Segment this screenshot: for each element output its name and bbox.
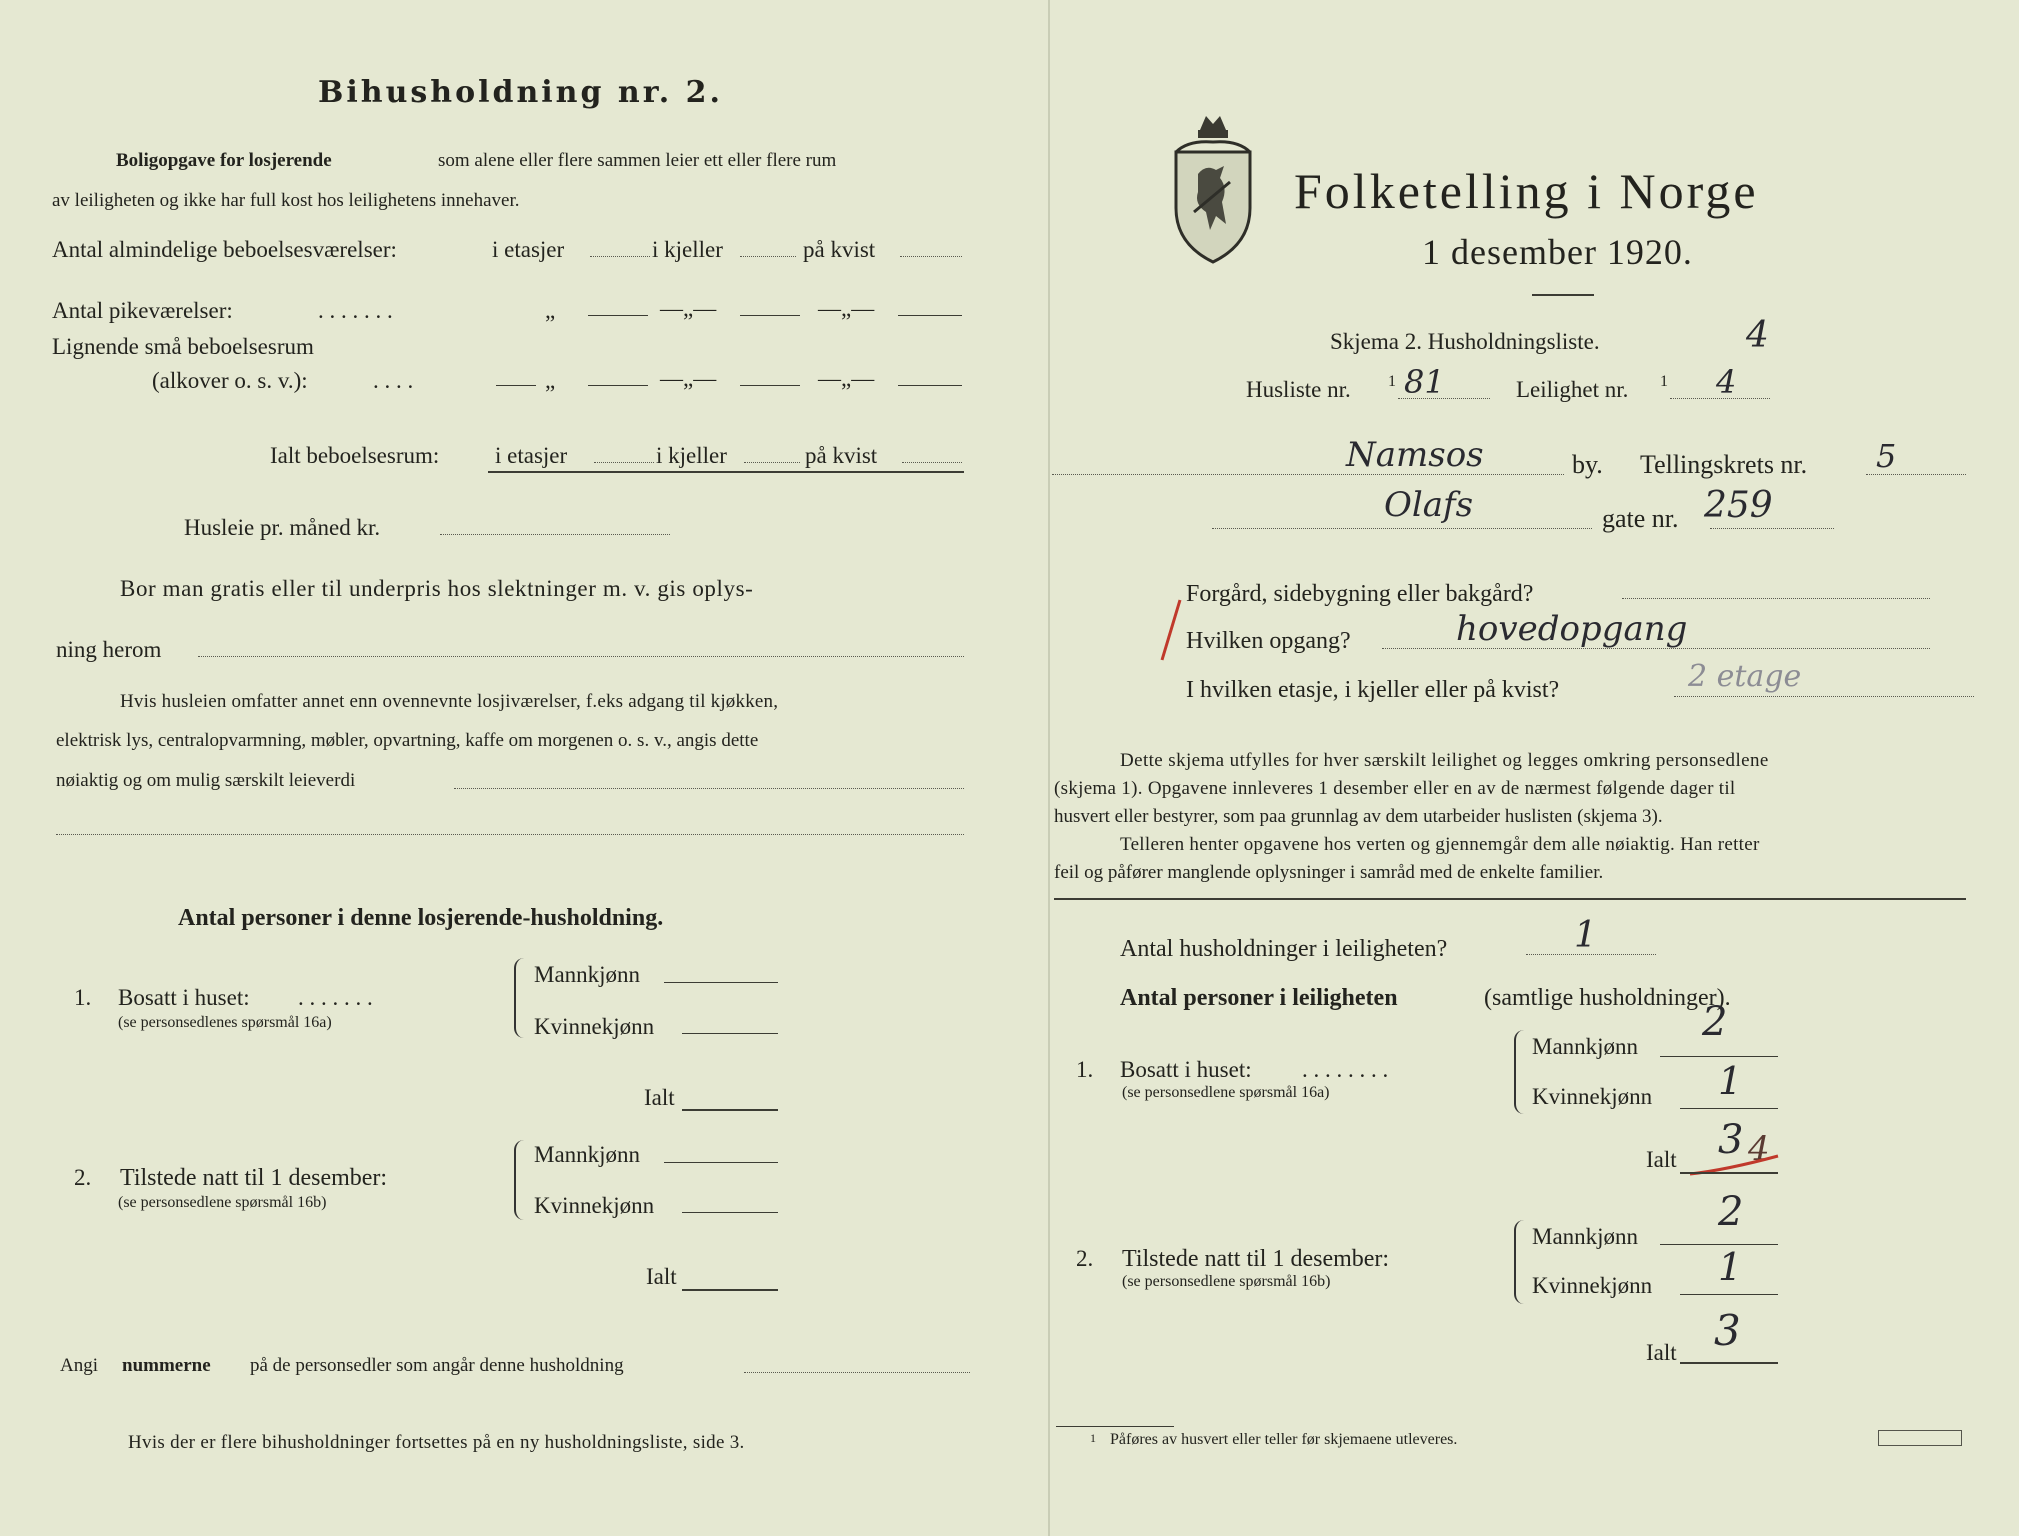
street-line (1212, 528, 1592, 529)
husliste-sup: 1 (1388, 373, 1396, 390)
red-strike-mark-icon (1686, 1150, 1782, 1180)
right-q1-dots: . . . . . . . . (1302, 1057, 1389, 1082)
gratis-line (198, 656, 964, 657)
left-q1-dots: . . . . . . . (298, 985, 373, 1010)
left-q1-sub: (se personsedlenes spørsmål 16a) (118, 1014, 332, 1031)
krets-line (1866, 474, 1966, 475)
intro-bold: Boligopgave for losjerende (116, 150, 332, 171)
krets-hw: 5 (1876, 437, 1897, 475)
instr-4: Telleren henter opgavene hos verten og gjennemgår dem alle nøiaktig. Han retter (1120, 834, 1760, 855)
husliste-label: Husliste nr. (1246, 377, 1351, 402)
rooms-kvist-line (900, 256, 962, 257)
left-q2-mann-line (664, 1162, 778, 1163)
left-title: Bihusholdning nr. 2. (318, 75, 723, 110)
pike-ditto: „ (545, 298, 556, 323)
printer-stamp (1878, 1430, 1962, 1446)
right-q1-mann: Mannkjønn (1532, 1034, 1639, 1059)
rent-line (440, 534, 670, 535)
small-rooms-ditto-3: —„— (818, 366, 875, 391)
right-q2-ialt: Ialt (1646, 1340, 1677, 1365)
small-rooms-line-0 (496, 385, 536, 386)
if-rent-2: elektrisk lys, centralopvarmning, møbler, opvartning, kaffe om morgenen o. s. v., angis dette (56, 730, 759, 751)
left-q1-num: 1. (74, 985, 92, 1010)
total-rooms-underline (488, 471, 964, 473)
total-kvist-line (902, 462, 962, 463)
right-q2-mann: Mannkjønn (1532, 1224, 1639, 1249)
angi-bold: nummerne (122, 1355, 211, 1376)
norwegian-coat-of-arms-icon (1168, 112, 1258, 268)
right-q1-kvinne-line (1680, 1108, 1778, 1109)
husliste-hw: 81 (1404, 363, 1445, 401)
small-rooms-line-1 (588, 385, 648, 386)
etasje-q: I hvilken etasje, i kjeller eller på kvist? (1186, 677, 1560, 703)
if-rent-3: nøiaktig og om mulig særskilt leieverdi (56, 770, 356, 791)
town-hw: Namsos (1346, 435, 1484, 475)
red-check-mark-icon (1156, 596, 1186, 666)
total-kjeller-line (744, 462, 800, 463)
intro-rest: som alene eller flere sammen leier ett eller flere rum (438, 150, 837, 171)
footnote-rule (1056, 1426, 1174, 1427)
left-q1-kvinne-line (682, 1033, 778, 1034)
gate-line (1710, 528, 1834, 529)
right-q1-ialt-hw: 3 (1718, 1117, 1744, 1163)
hush-line (1526, 954, 1656, 955)
krets-label: Tellingskrets nr. (1640, 450, 1808, 479)
rent-label: Husleie pr. måned kr. (184, 515, 381, 540)
right-q1-sub: (se personsedlene spørsmål 16a) (1122, 1084, 1330, 1101)
left-q1-ialt-line (682, 1109, 778, 1111)
footnote-num: 1 (1090, 1431, 1096, 1445)
left-q1-label: Bosatt i huset: (118, 985, 250, 1010)
pike-label: Antal pikeværelser: (52, 298, 233, 323)
gratis-line-1: Bor man gratis eller til underpris hos slektninger m. v. gis oplys- (120, 576, 754, 601)
left-q2-mann: Mannkjønn (534, 1142, 641, 1167)
left-q2-label: Tilstede natt til 1 desember: (120, 1165, 388, 1191)
right-q2-kvinne-hw: 1 (1718, 1245, 1743, 1289)
right-q1-num: 1. (1076, 1057, 1094, 1082)
right-q2-sub: (se personsedlene spørsmål 16b) (1122, 1273, 1331, 1290)
opgang-q: Hvilken opgang? (1186, 628, 1351, 654)
right-q2-ialt-hw: 3 (1714, 1306, 1741, 1355)
pike-ditto-2: —„— (660, 296, 717, 321)
schema-hw: 4 (1746, 315, 1769, 356)
right-title: Folketelling i Norge (1294, 163, 1759, 219)
left-footer: Hvis der er flere bihusholdninger fortsettes på en ny husholdningsliste, side 3. (128, 1432, 745, 1453)
instr-rule (1054, 898, 1966, 900)
if-rent-1: Hvis husleien omfatter annet enn ovennevnte losjiværelser, f.eks adgang til kjøkken, (120, 691, 779, 712)
by-label: by. (1572, 450, 1603, 479)
left-q2-kvinne: Kvinnekjønn (534, 1193, 655, 1218)
gate-hw: 259 (1704, 485, 1773, 526)
leilighet-label: Leilighet nr. (1516, 377, 1629, 402)
right-q1-label: Bosatt i huset: (1120, 1057, 1252, 1082)
date-rule (1532, 294, 1594, 296)
gratis-line-2: ning herom (56, 637, 162, 662)
if-rent-line-2 (56, 834, 964, 835)
schema-label: Skjema 2. Husholdningsliste. (1330, 329, 1600, 354)
left-q1-kvinne: Kvinnekjønn (534, 1014, 655, 1039)
small-rooms-line-2 (740, 385, 800, 386)
small-rooms-ditto-2: —„— (660, 366, 717, 391)
total-kvist: på kvist (805, 443, 878, 468)
total-etasjer-line (594, 462, 654, 463)
pike-line-1 (588, 315, 648, 316)
right-q1-kvinne-hw: 1 (1718, 1059, 1743, 1103)
small-rooms-ditto: „ (545, 368, 556, 393)
left-q2-ialt-line (682, 1289, 778, 1291)
left-q2-sub: (se personsedlene spørsmål 16b) (118, 1194, 327, 1211)
left-q1-ialt: Ialt (644, 1085, 675, 1110)
rooms-label: Antal almindelige beboelsesværelser: (52, 237, 397, 262)
pike-line-2 (740, 315, 800, 316)
instr-2: (skjema 1). Opgavene innleveres 1 desember eller en av de nærmest følgende dager til (1054, 778, 1736, 799)
left-q2-kvinne-line (682, 1212, 778, 1213)
leilighet-sup: 1 (1660, 373, 1668, 390)
forgard-line (1622, 598, 1930, 599)
small-rooms-1: Lignende små beboelsesrum (52, 334, 314, 359)
left-q2-ialt: Ialt (646, 1264, 677, 1289)
right-q1-ialt-line (1680, 1172, 1778, 1174)
if-rent-line (454, 788, 964, 789)
opgang-hw: hovedopgang (1456, 609, 1688, 649)
leilighet-line (1670, 398, 1770, 399)
etasje-line (1674, 696, 1974, 697)
right-persons-rest: (samtlige husholdninger). (1484, 985, 1731, 1011)
instr-1: Dette skjema utfylles for hver særskilt leilighet og legges omkring personsedlene (1120, 750, 1769, 771)
left-q2-num: 2. (74, 1165, 92, 1190)
right-persons-bold: Antal personer i leiligheten (1120, 985, 1398, 1011)
right-q2-kvinne: Kvinnekjønn (1532, 1273, 1653, 1298)
husliste-line (1398, 398, 1490, 399)
small-rooms-line-3 (898, 385, 962, 386)
angi-line (744, 1372, 970, 1373)
right-q1-mann-line (1660, 1056, 1778, 1057)
forgard-q: Forgård, sidebygning eller bakgård? (1186, 581, 1534, 607)
small-rooms-dots: . . . . (373, 368, 414, 393)
instr-5: feil og påfører manglende oplysninger i samråd med de enkelte familier. (1054, 862, 1604, 883)
right-q2-ialt-line (1680, 1362, 1778, 1364)
instr-3: husvert eller bestyrer, som paa grunnlag av dem utarbeider huslisten (skjema 3). (1054, 806, 1663, 827)
small-rooms-2: (alkover o. s. v.): (152, 368, 308, 393)
right-q1-ialt-struck-hw: 4 (1748, 1129, 1770, 1169)
rooms-kjeller-line (740, 256, 796, 257)
left-persons-heading: Antal personer i denne losjerende-husholdning. (178, 905, 664, 931)
hush-q: Antal husholdninger i leiligheten? (1120, 936, 1448, 962)
right-q1-brace (1514, 1030, 1526, 1114)
gate-label: gate nr. (1602, 504, 1679, 533)
right-q1-ialt: Ialt (1646, 1147, 1677, 1172)
opgang-line (1382, 648, 1930, 649)
left-q1-mann-line (664, 982, 778, 983)
town-line (1052, 474, 1564, 475)
right-q1-mann-hw: 2 (1702, 999, 1728, 1045)
pike-dots: . . . . . . . (318, 298, 393, 323)
right-q2-mann-hw: 2 (1718, 1189, 1744, 1235)
page-fold (1048, 0, 1050, 1536)
right-q2-kvinne-line (1680, 1294, 1778, 1295)
rooms-etasjer-line (590, 256, 650, 257)
right-q1-kvinne: Kvinnekjønn (1532, 1084, 1653, 1109)
left-q1-brace (514, 958, 526, 1038)
left-q1-mann: Mannkjønn (534, 962, 641, 987)
angi-prefix: Angi (60, 1355, 98, 1376)
rooms-kvist: på kvist (803, 237, 876, 262)
right-date: 1 desember 1920. (1422, 232, 1693, 272)
right-q2-num: 2. (1076, 1246, 1094, 1271)
footnote-text: Påføres av husvert eller teller før skjemaene utleveres. (1110, 1431, 1458, 1448)
angi-rest: på de personsedler som angår denne husholdning (250, 1355, 624, 1376)
rooms-etasjer: i etasjer (492, 237, 565, 262)
right-q2-brace (1514, 1220, 1526, 1304)
left-q2-brace (514, 1140, 526, 1220)
total-rooms-label: Ialt beboelsesrum: (270, 443, 440, 468)
etasje-hw: 2 etage (1688, 659, 1802, 694)
intro-line2: av leiligheten og ikke har full kost hos leilighetens innehaver. (52, 190, 520, 211)
rooms-kjeller: i kjeller (652, 237, 723, 262)
pike-line-3 (898, 315, 962, 316)
total-kjeller: i kjeller (656, 443, 727, 468)
total-etasjer: i etasjer (495, 443, 568, 468)
pike-ditto-3: —„— (818, 296, 875, 321)
leilighet-hw: 4 (1716, 363, 1737, 401)
right-q2-label: Tilstede natt til 1 desember: (1122, 1246, 1390, 1272)
hush-hw: 1 (1574, 915, 1597, 956)
street-hw: Olafs (1384, 485, 1474, 525)
